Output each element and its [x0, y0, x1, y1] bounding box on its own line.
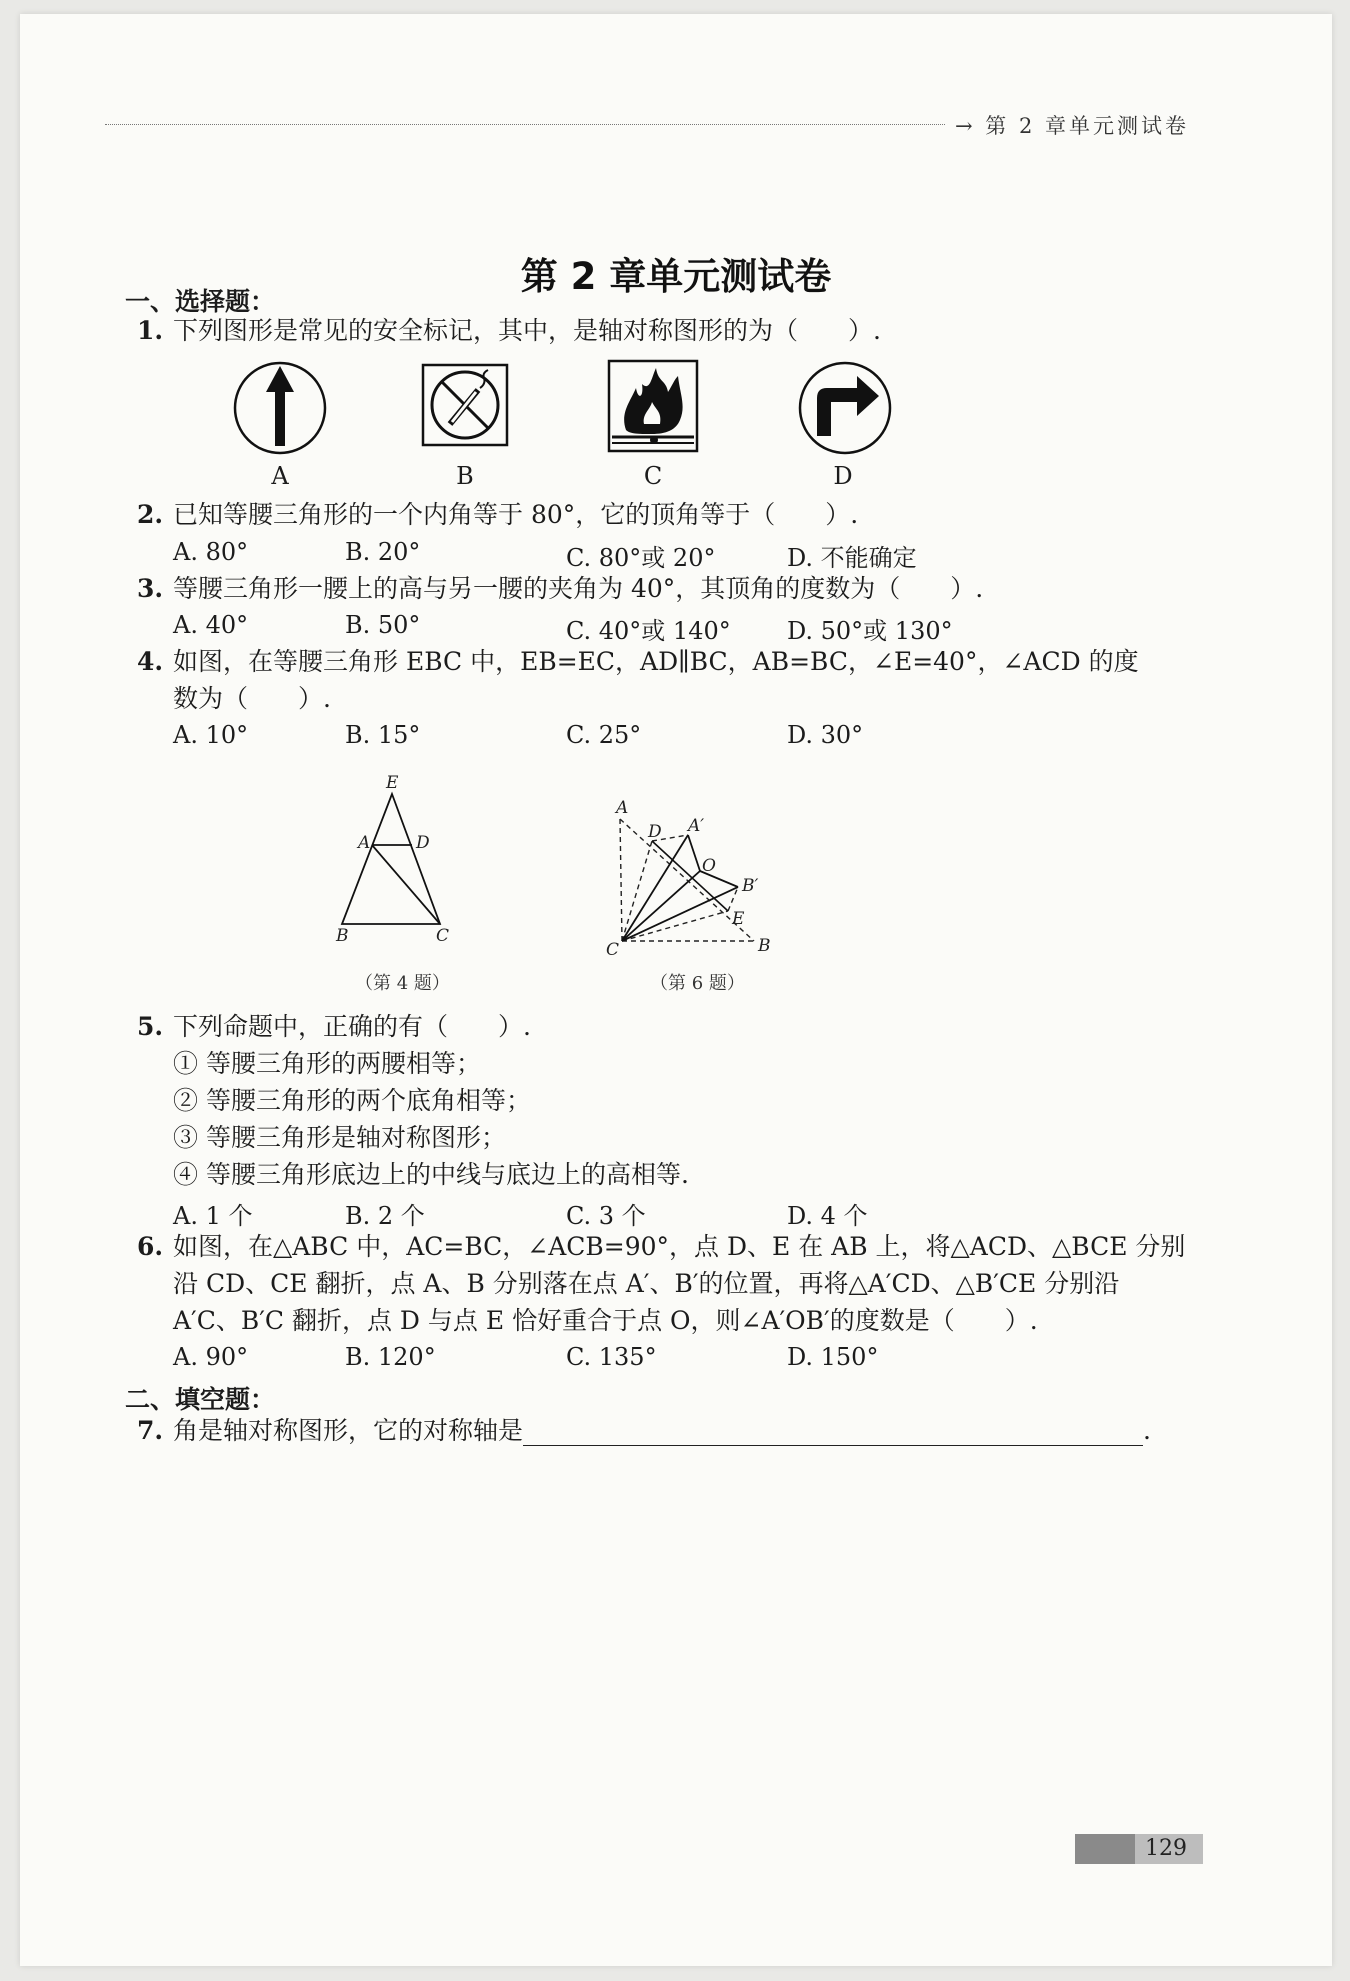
sign-d-turn-right-icon [795, 358, 895, 458]
fig4-label-e: E [386, 774, 399, 793]
q4-option-c: C. 25° [566, 721, 642, 749]
header-dotted-rule [105, 124, 945, 125]
sign-c-label: C [643, 462, 663, 490]
q2-option-c: C. 80°或 20° [566, 544, 716, 572]
figure-6-diagram [592, 799, 792, 959]
figure-4-caption: （第 4 题） [355, 973, 450, 994]
q5-item-1: ① 等腰三角形的两腰相等； [173, 1049, 481, 1078]
sign-a-label: A [271, 462, 289, 490]
q2-option-b: B. 20° [345, 538, 421, 566]
fig6-label-d: D [648, 822, 662, 842]
q4-option-b: B. 15° [345, 721, 421, 749]
q7-answer-blank[interactable] [523, 1421, 1143, 1446]
fig4-label-b: B [336, 926, 349, 946]
q5-item-3: ③ 等腰三角形是轴对称图形； [173, 1123, 506, 1152]
fig4-label-a: A [358, 833, 371, 853]
page-title: 第 2 章单元测试卷 [520, 255, 832, 298]
q2-option-a: A. 80° [173, 538, 249, 566]
q3-option-c: C. 40°或 140° [566, 617, 731, 645]
sign-b-label: B [456, 462, 474, 490]
fig6-label-a: A [616, 799, 629, 818]
q4-option-a: A. 10° [173, 721, 249, 749]
sign-a-up-arrow-icon [230, 358, 330, 458]
fig4-label-c: C [436, 926, 450, 946]
question-6-line-2: 沿 CD、CE 翻折，点 A、B 分别落在点 A′、B′的位置，再将△A′CD、△B′CE 分别沿 [173, 1269, 1120, 1298]
q2-option-d: D. 不能确定 [787, 544, 917, 572]
q6-option-b: B. 120° [345, 1343, 436, 1371]
q6-option-a: A. 90° [173, 1343, 249, 1371]
fig6-label-c: C [606, 940, 620, 959]
q5-item-4: ④ 等腰三角形底边上的中线与底边上的高相等. [173, 1160, 689, 1189]
figure-6-caption: （第 6 题） [650, 973, 745, 994]
fig6-label-e: E [732, 909, 745, 929]
running-header: → 第 2 章单元测试卷 [955, 114, 1189, 138]
q5-option-c: C. 3 个 [566, 1202, 646, 1230]
page-number: 129 [1145, 1836, 1187, 1861]
fig6-label-b-prime: B′ [742, 876, 759, 896]
fig6-label-a-prime: A′ [688, 816, 705, 836]
figure-4-diagram [320, 774, 470, 954]
question-4-continued: 数为（ ）. [173, 684, 331, 713]
sign-c-fire-icon [606, 358, 700, 454]
question-6-line-3: A′C、B′C 翻折，点 D 与点 E 恰好重合于点 O，则∠A′OB′的度数是（ ）. [173, 1306, 1038, 1335]
q6-option-d: D. 150° [787, 1343, 879, 1371]
q5-option-b: B. 2 个 [345, 1202, 425, 1230]
q5-option-d: D. 4 个 [787, 1202, 868, 1230]
section-fill-heading: 二、填空题： [125, 1385, 276, 1414]
sign-b-no-smoking-icon [420, 362, 510, 448]
q3-option-d: D. 50°或 130° [787, 617, 953, 645]
q6-option-c: C. 135° [566, 1343, 657, 1371]
fig6-label-o: O [702, 856, 716, 876]
q3-option-b: B. 50° [345, 611, 421, 639]
sign-d-label: D [833, 462, 853, 490]
page: → 第 2 章单元测试卷 第 2 章单元测试卷 一、选择题： 1. 下列图形是常见的安全标记，其中，是轴对称图形的为（ ）. A B C D 2. 已知等腰三角形的一个内角等于 80°，它的顶角等于（ ）. A. 80° B. 20° C. 80°或 20° D. 不能确定 3. 等腰三角形一腰上的高与另一腰的夹角为 40°，其顶角的度数为（ ）. A. 40° B. 50° C. 40°或 140° D. 50°或 130° 4. 如图，在等腰三角形 EBC 中，EB=EC，AD∥BC，AB=BC，∠E=40°，∠ACD 的度 数为（ ）. A. 10° B. 15° C. 25° D. 30° E A D B C （第 4 题） A D A′ O B′ E C B （第 6 题） 5. 下列命题中，正确的有（ ）. ① 等腰三角形的两腰相等； ② 等腰三角形的两个底角相等； ③ 等腰三角形是轴对称图形； ④ 等腰三角形底边上的中线与底边上的高相等. A. 1 个 B. 2 个 C. 3 个 D. 4 个 6. 如图，在△ABC 中，AC=BC，∠ACB=90°，点 D、E 在 AB 上，将△ACD、△BCE 分别 沿 CD、CE 翻折，点 A、B 分别落在点 A′、B′的位置，再将△A′CD、△B′CE 分别沿 A′C、B′C 翻折，点 D 与点 E 恰好重合于点 O，则∠A′OB′的度数是（ ）. A. 90° B. 120° C. 135° D. 150° 二、填空题： 7. 角是轴对称图形，它的对称轴是 . 129 [20, 14, 1332, 1966]
fig6-label-b: B [758, 936, 771, 956]
q5-option-a: A. 1 个 [173, 1202, 253, 1230]
q5-item-2: ② 等腰三角形的两个底角相等； [173, 1086, 531, 1115]
q3-option-a: A. 40° [173, 611, 249, 639]
q4-option-d: D. 30° [787, 721, 864, 749]
fig4-label-d: D [416, 833, 430, 853]
section-choice-heading: 一、选择题： [125, 287, 276, 316]
